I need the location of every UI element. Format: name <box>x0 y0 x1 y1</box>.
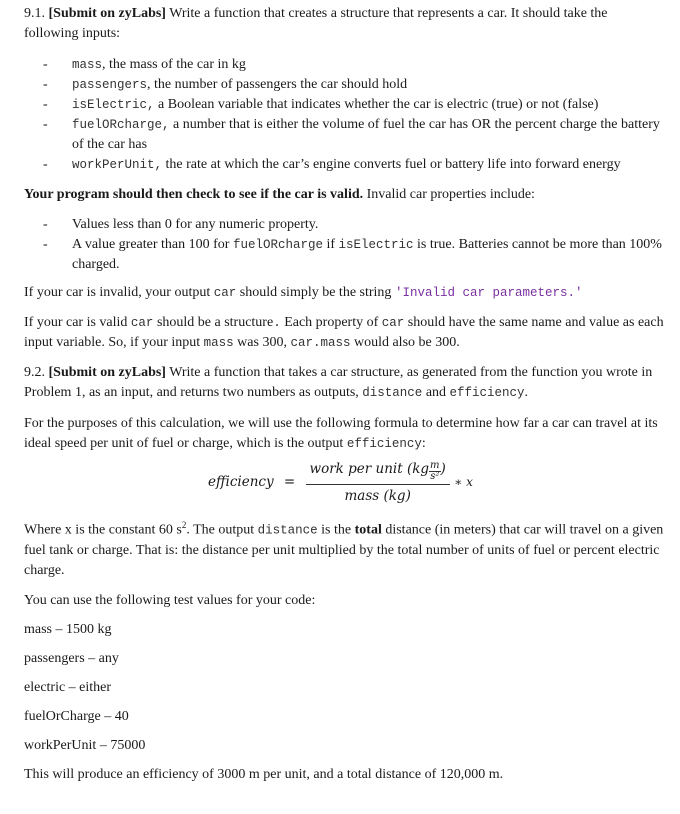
problem-text: Write a function that takes a car structure, as generated from the function you wrote in Problem 1, as an input, and returns two numbers as outputs, <box>24 365 653 400</box>
formula-lhs: efficiency <box>208 474 274 490</box>
problem-text: Write a function that creates a structure that represents a car. It should take the following inputs: <box>24 6 608 41</box>
invalid-text: A value greater than 100 for <box>72 237 233 252</box>
input-item <box>24 115 664 155</box>
formula-equals: = <box>283 474 296 490</box>
code-distance: distance <box>257 523 318 538</box>
formula-fraction <box>306 460 450 505</box>
validity-heading <box>24 185 664 205</box>
formula-denominator: mass (kg) <box>344 488 411 504</box>
problem-number: 9.2. <box>24 365 49 380</box>
input-desc: a Boolean variable that indicates whether the car is electric (true) or not (false) <box>154 97 599 112</box>
input-desc: , the number of passengers the car should hold <box>147 77 408 92</box>
numerator-close: ) <box>440 461 446 477</box>
validity-bold: Your program should then check to see if the car is valid. <box>24 187 364 202</box>
code-distance: distance <box>362 386 423 400</box>
document <box>24 4 664 785</box>
code-car: car <box>130 316 154 330</box>
efficiency-formula <box>24 460 664 505</box>
text: Each property of <box>280 315 382 330</box>
test-value: workPerUnit – 75000 <box>24 737 146 753</box>
input-desc: a number that is either the volume of fuel the car has OR the percent charge the battery of the car has <box>72 117 660 152</box>
invalid-item <box>24 235 664 275</box>
submit-tag: [Submit on zyLabs] <box>48 6 166 21</box>
code-fuelorcharge: fuelORcharge <box>232 238 323 252</box>
invalid-text: is true. Batteries cannot be more than 100% charged. <box>72 237 662 272</box>
formula-numerator <box>306 460 450 485</box>
bold-total: total <box>354 522 382 538</box>
text: For the purposes of this calculation, we will use the following formula to determine how far a car can travel at its ideal speed per unit of fuel or charge, which is the output <box>24 416 658 451</box>
problem-9-1 <box>24 4 664 44</box>
valid-output-paragraph <box>24 313 664 353</box>
text: . The output <box>186 522 258 538</box>
invalid-list <box>24 215 664 275</box>
input-code: workPerUnit, <box>72 158 163 172</box>
test-value: fuelOrCharge – 40 <box>24 708 129 724</box>
input-code: passengers <box>72 78 148 92</box>
unit-num: m <box>430 460 440 471</box>
test-value: passengers – any <box>24 650 119 666</box>
text: is the <box>317 522 355 538</box>
input-code: fuelORcharge, <box>72 118 170 132</box>
code-efficiency: efficiency <box>449 386 525 400</box>
result-paragraph: This will produce an efficiency of 3000 m per unit, and a total distance of 120,000 m. <box>24 766 504 782</box>
problem-9-2 <box>24 363 664 403</box>
invalid-text: if <box>322 237 339 252</box>
code-car: car <box>381 316 405 330</box>
input-item <box>24 155 664 175</box>
test-value: mass – 1500 kg <box>24 621 112 637</box>
invalid-item <box>24 215 664 235</box>
code-car: car <box>213 286 237 300</box>
input-code: isElectric, <box>72 98 155 112</box>
code-invalid-string: 'Invalid car parameters.' <box>394 286 583 300</box>
problem-number: 9.1. <box>24 6 49 21</box>
submit-tag: [Submit on zyLabs] <box>48 365 166 380</box>
text: should have the same name and value as each input variable. So, if your input <box>24 315 664 350</box>
validity-text: Invalid car properties include: <box>363 187 535 202</box>
input-item <box>24 75 664 95</box>
unit-den: s² <box>430 471 440 482</box>
input-code: mass <box>72 58 103 72</box>
superscript: 2 <box>181 520 187 530</box>
input-desc: the rate at which the car’s engine converts fuel or battery life into forward energy <box>162 157 621 172</box>
formula-times-x: ∗ x <box>454 475 473 489</box>
code-efficiency: efficiency <box>346 437 422 451</box>
unit-fraction <box>429 461 440 482</box>
text: would also be 300. <box>350 335 460 350</box>
text: . <box>524 385 529 400</box>
test-intro: You can use the following test values for your code: <box>24 592 316 608</box>
numerator-text: work per unit (kg <box>309 461 430 477</box>
text: should simply be the string <box>236 285 395 300</box>
text: If your car is invalid, your output <box>24 285 214 300</box>
text: and <box>422 385 450 400</box>
invalid-output-paragraph <box>24 283 664 303</box>
text: : <box>421 436 426 451</box>
input-item <box>24 55 664 75</box>
code-mass: mass <box>203 336 234 350</box>
code-period: . <box>273 316 281 330</box>
code-iselectric: isElectric <box>338 238 414 252</box>
where-paragraph <box>24 515 664 581</box>
text: Where x is the constant 60 s <box>24 522 182 538</box>
text: If your car is valid <box>24 315 131 330</box>
text: was 300, <box>233 335 291 350</box>
input-list <box>24 55 664 175</box>
test-value: electric – either <box>24 679 112 695</box>
purpose-paragraph <box>24 414 664 454</box>
text: should be a structure <box>153 315 274 330</box>
input-desc: , the mass of the car in kg <box>102 57 246 72</box>
invalid-text: Values less than 0 for any numeric property. <box>72 217 319 232</box>
input-item <box>24 95 664 115</box>
code-car-mass: car.mass <box>290 336 351 350</box>
text: distance (in meters) that car will travel on a given fuel tank or charge. That is: the distance per unit multiplied by the total number of units of fuel or percent electric charge. <box>24 522 664 578</box>
